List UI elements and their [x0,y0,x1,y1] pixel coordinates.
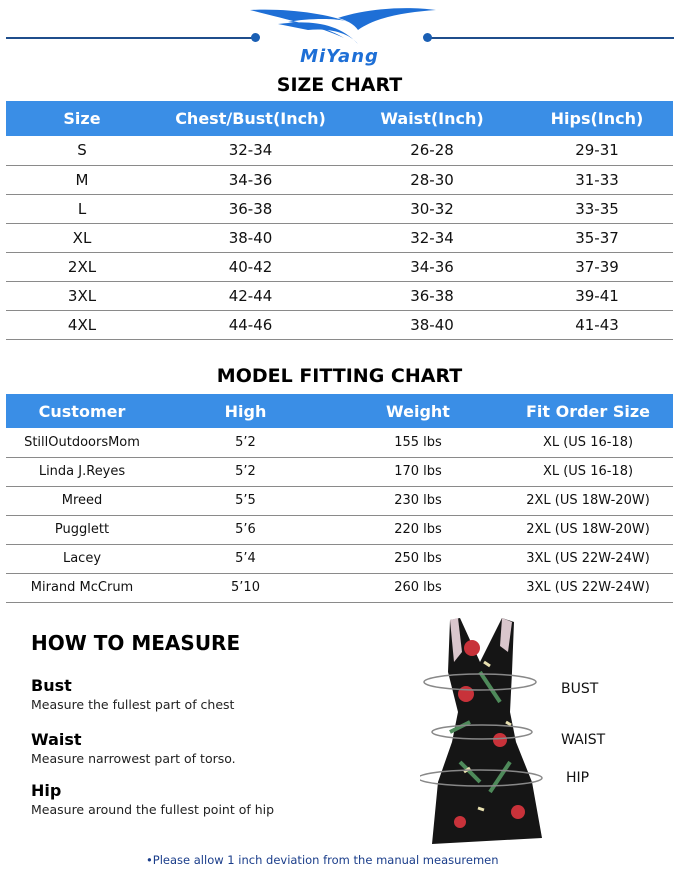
cell-height: 5’10 [158,573,333,602]
cell-weight: 250 lbs [333,544,503,573]
brand-wing-logo-icon [248,4,438,44]
cell-chest: 34-36 [158,165,343,194]
how-to-measure-title: HOW TO MEASURE [31,631,241,655]
table-row [6,165,673,194]
cell-size: 4XL [6,310,158,339]
column-header-hips: Hips(Inch) [550,109,644,128]
table-row [6,136,673,165]
cell-chest: 38-40 [158,223,343,252]
cell-fit-size: 2XL (US 18W-20W) [503,486,673,515]
cell-waist: 32-34 [343,223,521,252]
cell-hips: 41-43 [521,310,673,339]
table-row [6,428,673,457]
table-row [6,310,673,339]
cell-height: 5’4 [158,544,333,573]
cell-waist: 34-36 [343,252,521,281]
table-row [6,194,673,223]
column-header-size: Size [63,109,101,128]
diagram-label-waist: WAIST [561,732,606,748]
cell-customer: Mirand McCrum [6,573,158,602]
column-header-height: High [224,401,267,421]
cell-hips: 37-39 [521,252,673,281]
table-row [6,252,673,281]
decorative-line-left [6,37,254,39]
cell-weight: 260 lbs [333,573,503,602]
column-header-fit-size: Fit Order Size [525,401,651,421]
measure-hip-desc: Measure around the fullest point of hip [31,802,275,817]
cell-customer: Lacey [6,544,158,573]
cell-hips: 31-33 [521,165,673,194]
cell-chest: 36-38 [158,194,343,223]
decorative-line-right [428,37,674,39]
table-row [6,515,673,544]
cell-weight: 220 lbs [333,515,503,544]
cell-waist: 28-30 [343,165,521,194]
cell-height: 5’5 [158,486,333,515]
model-chart-title: MODEL FITTING CHART [216,365,463,387]
cell-height: 5’6 [158,515,333,544]
cell-customer: Linda J.Reyes [6,457,158,486]
cell-waist: 26-28 [343,136,521,165]
measure-bust-label: Bust [31,676,72,695]
cell-fit-size: 3XL (US 22W-24W) [503,573,673,602]
deviation-note: •Please allow 1 inch deviation from the manual measuremen [146,853,499,867]
cell-size: L [6,194,158,223]
measure-waist-desc: Measure narrowest part of torso. [31,751,236,766]
column-header-weight: Weight [386,401,450,421]
cell-fit-size: XL (US 16-18) [503,428,673,457]
model-chart-header-row [6,394,673,428]
cell-waist: 36-38 [343,281,521,310]
table-row [6,573,673,602]
cell-chest: 32-34 [158,136,343,165]
cell-hips: 29-31 [521,136,673,165]
table-row [6,457,673,486]
cell-hips: 33-35 [521,194,673,223]
cell-weight: 170 lbs [333,457,503,486]
cell-chest: 42-44 [158,281,343,310]
cell-size: S [6,136,158,165]
table-row [6,486,673,515]
cell-height: 5’2 [158,428,333,457]
cell-size: XL [6,223,158,252]
table-row [6,281,673,310]
measure-bust-desc: Measure the fullest part of chest [31,697,235,712]
column-header-waist: Waist(Inch) [380,109,484,128]
swimdress-measure-diagram [420,612,560,848]
cell-chest: 40-42 [158,252,343,281]
cell-waist: 38-40 [343,310,521,339]
cell-chest: 44-46 [158,310,343,339]
size-chart-header-row [6,101,673,136]
cell-weight: 230 lbs [333,486,503,515]
cell-customer: Pugglett [6,515,158,544]
cell-height: 5’2 [158,457,333,486]
table-row [6,223,673,252]
diagram-label-bust: BUST [561,681,599,697]
cell-size: M [6,165,158,194]
cell-customer: StillOutdoorsMom [6,428,158,457]
cell-fit-size: XL (US 16-18) [503,457,673,486]
cell-weight: 155 lbs [333,428,503,457]
cell-customer: Mreed [6,486,158,515]
diagram-label-hip: HIP [566,770,590,786]
size-chart-table [6,101,673,340]
measure-waist-label: Waist [31,730,82,749]
model-fitting-table [6,394,673,603]
cell-size: 3XL [6,281,158,310]
cell-hips: 39-41 [521,281,673,310]
cell-waist: 30-32 [343,194,521,223]
column-header-chest: Chest/Bust(Inch) [175,109,326,128]
brand-name: MiYang [300,46,379,67]
cell-fit-size: 2XL (US 18W-20W) [503,515,673,544]
size-chart-title: SIZE CHART [276,74,403,96]
cell-hips: 35-37 [521,223,673,252]
cell-size: 2XL [6,252,158,281]
column-header-customer: Customer [38,401,126,421]
measure-hip-label: Hip [31,781,62,800]
cell-fit-size: 3XL (US 22W-24W) [503,544,673,573]
table-row [6,544,673,573]
